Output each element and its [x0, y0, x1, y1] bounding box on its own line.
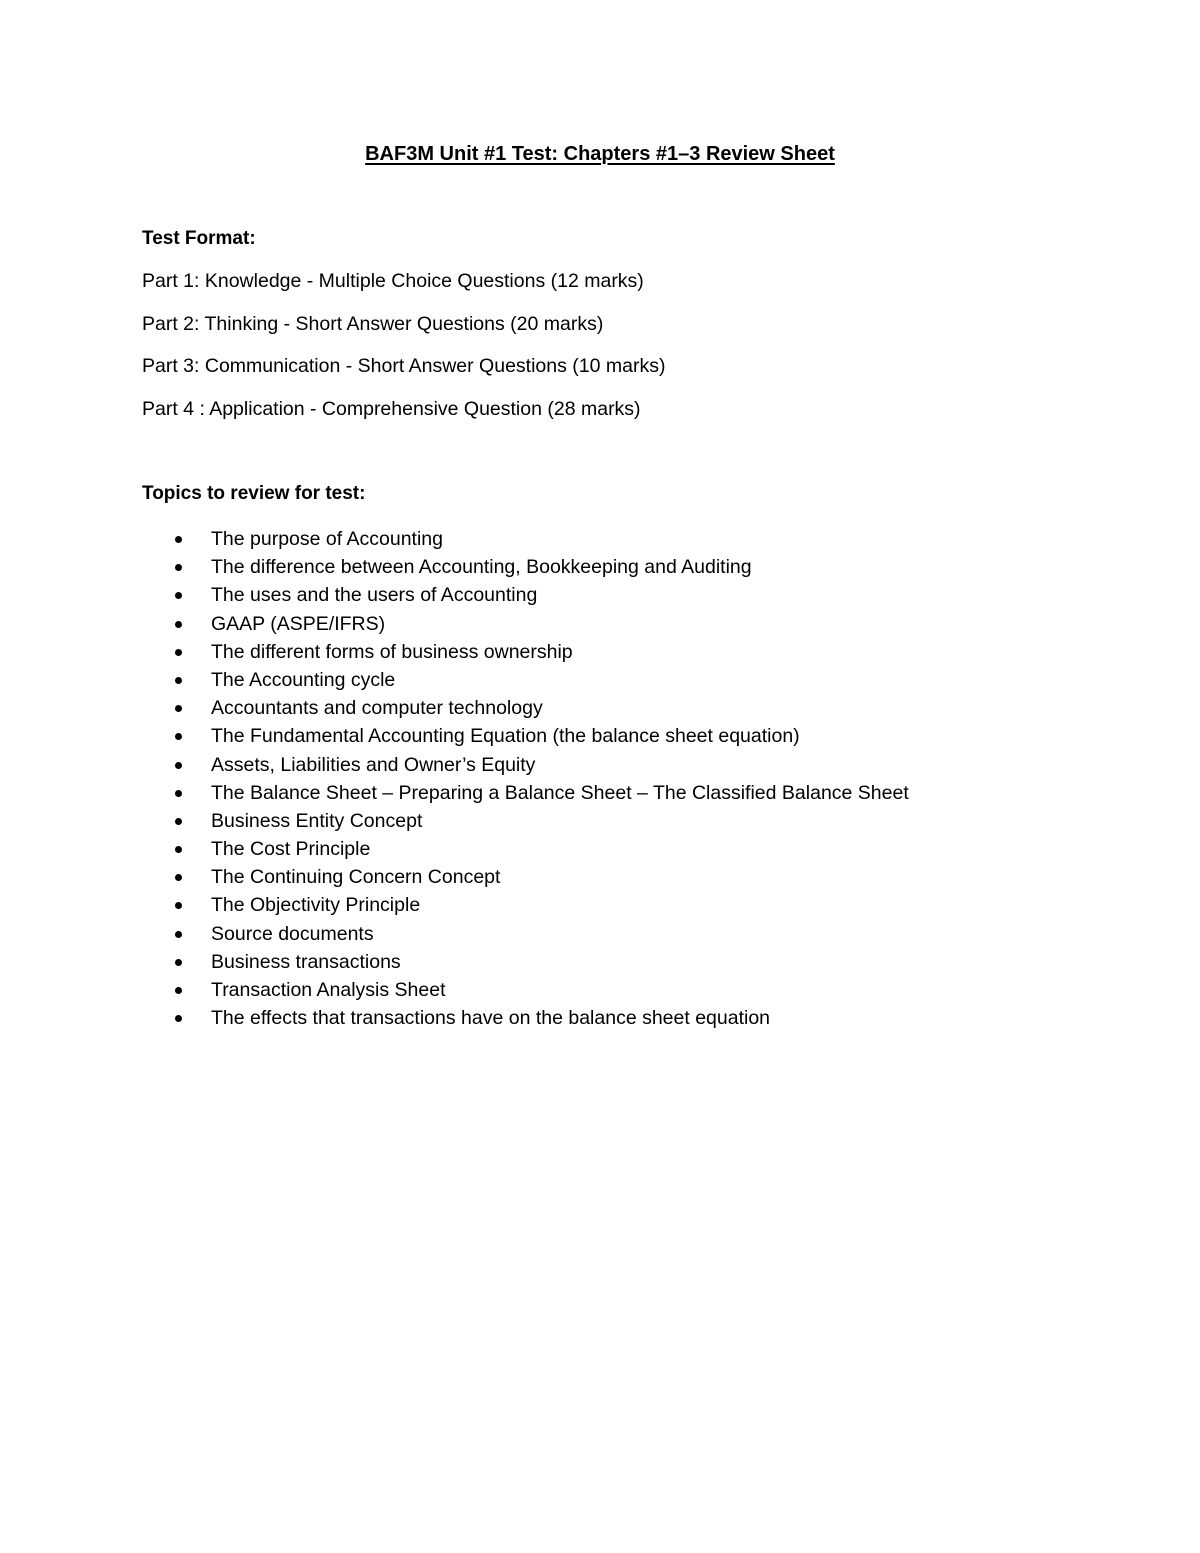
- topic-item: [142, 751, 909, 779]
- topic-text: The uses and the users of Accounting: [211, 584, 538, 607]
- bullet-icon: [175, 818, 182, 825]
- topic-item: [142, 976, 909, 1004]
- topic-text: The Accounting cycle: [211, 668, 396, 691]
- bullet-icon: [175, 762, 182, 769]
- test-format-part: Part 3: Communication - Short Answer Questions (10 marks): [142, 355, 666, 377]
- test-format-part: Part 4 : Application - Comprehensive Question (28 marks): [142, 397, 641, 420]
- topic-text: Transaction Analysis Sheet: [211, 979, 446, 1001]
- bullet-icon: [175, 621, 182, 628]
- topic-item: [142, 722, 909, 750]
- test-format-part: Part 2: Thinking - Short Answer Questions (20 marks): [142, 312, 604, 335]
- topic-item: [142, 779, 909, 807]
- topic-item: [142, 920, 909, 948]
- bullet-icon: [175, 705, 182, 712]
- topic-item: [142, 835, 909, 863]
- topic-text: The different forms of business ownership: [211, 640, 573, 663]
- topic-text: Assets, Liabilities and Owner’s Equity: [211, 753, 536, 776]
- topic-item: [142, 891, 909, 919]
- test-format-list: [142, 269, 665, 439]
- bullet-icon: [175, 733, 182, 740]
- topic-text: The Cost Principle: [211, 838, 371, 861]
- bullet-icon: [175, 846, 182, 853]
- topic-item: [142, 694, 909, 722]
- topic-text: Business transactions: [211, 950, 401, 973]
- topic-item: [142, 581, 909, 609]
- test-format-part: Part 1: Knowledge - Multiple Choice Questions (12 marks): [142, 270, 644, 292]
- bullet-icon: [175, 874, 182, 881]
- topic-item: [142, 807, 909, 835]
- topic-text: GAAP (ASPE/IFRS): [211, 612, 386, 635]
- topic-text: The Fundamental Accounting Equation (the balance sheet equation): [211, 725, 800, 748]
- topic-item: [142, 863, 909, 891]
- bullet-icon: [175, 536, 182, 543]
- bullet-icon: [175, 1015, 182, 1022]
- topic-text: The Objectivity Principle: [211, 894, 421, 917]
- topic-text: The effects that transactions have on the balance sheet equation: [211, 1007, 771, 1030]
- topic-item: [142, 525, 909, 553]
- bullet-icon: [175, 987, 182, 994]
- topic-text: The Balance Sheet – Preparing a Balance Sheet – The Classified Balance Sheet: [211, 781, 909, 804]
- topic-text: Source documents: [211, 922, 374, 945]
- bullet-icon: [175, 592, 182, 599]
- bullet-icon: [175, 931, 182, 938]
- bullet-icon: [175, 677, 182, 684]
- topic-text: The difference between Accounting, Bookkeeping and Auditing: [211, 556, 752, 579]
- topic-item: [142, 553, 909, 581]
- topic-item: [142, 666, 909, 694]
- topic-text: Business Entity Concept: [211, 809, 423, 832]
- bullet-icon: [175, 902, 182, 909]
- topic-text: The purpose of Accounting: [211, 528, 443, 550]
- topic-text: Accountants and computer technology: [211, 697, 543, 720]
- test-format-heading: Test Format:: [142, 228, 256, 249]
- topics-list: [142, 525, 909, 1032]
- bullet-icon: [175, 564, 182, 571]
- topics-heading: Topics to review for test:: [142, 483, 366, 504]
- topic-item: [142, 948, 909, 976]
- topic-text: The Continuing Concern Concept: [211, 866, 501, 889]
- topic-item: [142, 610, 909, 638]
- bullet-icon: [175, 959, 182, 966]
- topic-item: [142, 1004, 909, 1032]
- bullet-icon: [175, 649, 182, 656]
- bullet-icon: [175, 790, 182, 797]
- topic-item: [142, 638, 909, 666]
- document-title: BAF3M Unit #1 Test: Chapters #1–3 Review Sheet: [365, 143, 835, 165]
